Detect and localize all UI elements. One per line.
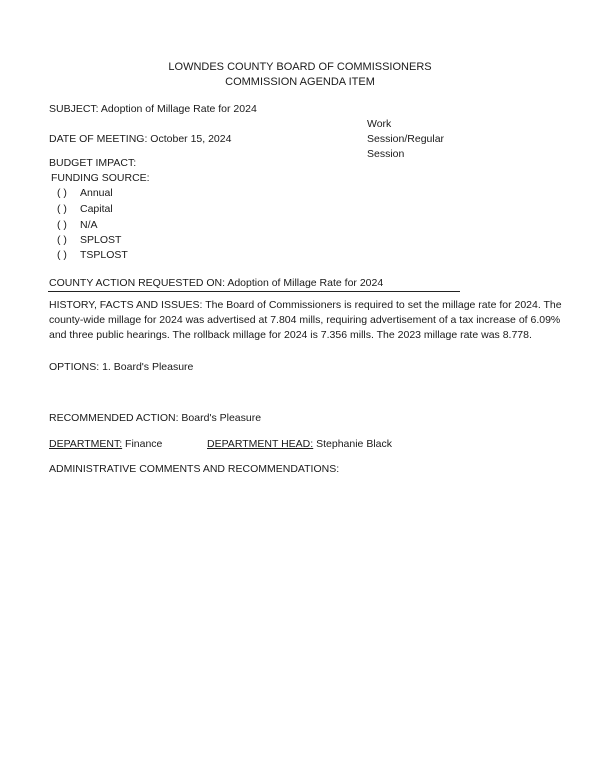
recommended-action: RECOMMENDED ACTION: Board's Pleasure [49,412,262,424]
divider [48,291,460,292]
history-line: county-wide millage for 2024 was advertised at 7.804 mills, requiring advertisement of a tax increase of 6.09% [49,314,561,326]
funding-checkbox: ( ) [57,219,67,231]
department-head-label: DEPARTMENT HEAD: [207,438,314,450]
funding-option-label: Annual [80,187,113,199]
history-line: HISTORY, FACTS AND ISSUES: The Board of Commissioners is required to set the millage rate for 2024. The [49,299,562,311]
session-type-line: Session [367,148,405,160]
county-action-requested: COUNTY ACTION REQUESTED ON: Adoption of Millage Rate for 2024 [49,277,384,289]
department-head-value: Stephanie Black [313,438,392,450]
session-type-line: Work [367,118,392,130]
funding-option-label: TSPLOST [80,249,128,261]
funding-checkbox: ( ) [57,234,67,246]
date-of-meeting: DATE OF MEETING: October 15, 2024 [49,133,232,145]
department-value: Finance [122,438,163,450]
document-title: COMMISSION AGENDA ITEM [225,76,375,88]
funding-checkbox: ( ) [57,187,67,199]
budget-impact: BUDGET IMPACT: [49,157,137,169]
subject: SUBJECT: Adoption of Millage Rate for 2024 [49,103,257,115]
admin-comments-heading: ADMINISTRATIVE COMMENTS AND RECOMMENDATIONS: [49,463,340,475]
funding-option-label: Capital [80,203,113,215]
funding-checkbox: ( ) [57,203,67,215]
org-heading: LOWNDES COUNTY BOARD OF COMMISSIONERS [168,61,432,73]
department [49,438,162,451]
funding-option-label: N/A [80,219,98,231]
funding-checkbox: ( ) [57,249,67,261]
session-type-line: Session/Regular [367,133,445,145]
department-head [207,438,392,451]
history-line: and three public hearings. The rollback millage for 2024 is 7.356 mills. The 2023 millage rate was 8.778. [49,329,532,341]
funding-option-label: SPLOST [80,234,122,246]
options: OPTIONS: 1. Board's Pleasure [49,361,194,373]
funding-source-label: FUNDING SOURCE: [51,172,150,184]
department-label: DEPARTMENT: [49,438,123,450]
